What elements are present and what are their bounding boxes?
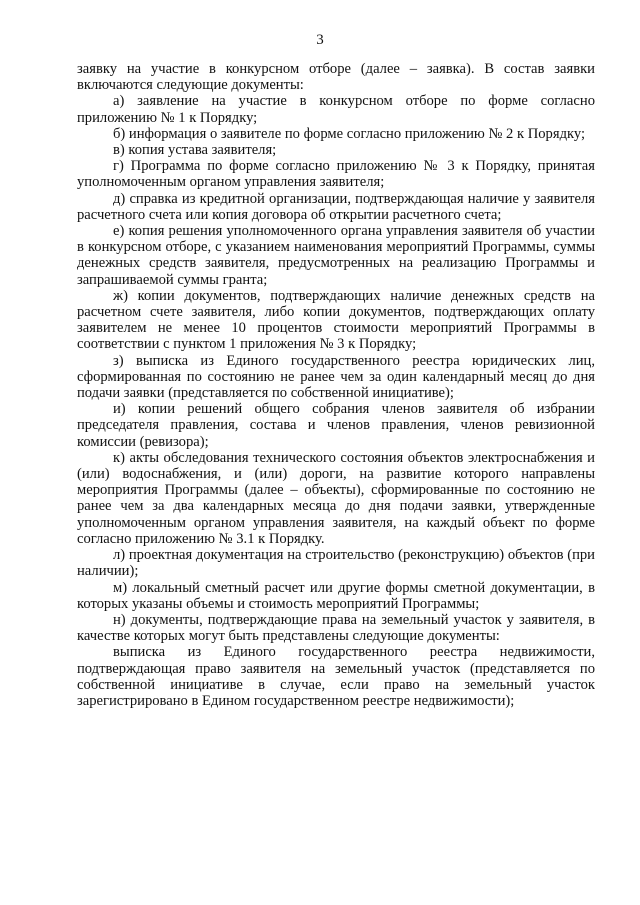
paragraph-item-i: и) копии решений общего собрания членов заявителя об избрании председателя правления, состава и членов правления, членов ревизионной комиссии (ревизора); [77,401,595,450]
paragraph-item-v: в) копия устава заявителя; [113,142,277,159]
paragraph-intro: заявку на участие в конкурсном отборе (далее – заявка). В состав заявки включаются следующие документы: [77,61,595,94]
paragraph-item-k: к) акты обследования технического состояния объектов электроснабжения и (или) водоснабжения, и (или) дороги, на развитие которого направлены мероприятия Программы (далее – объекты), сформированные по состоянию не ранее чем за два календарных месяца до дня подачи заявки, утвержденные уполномоченным органом управления заявителя, на каждый объект по форме согласно приложению № 3.1 к Порядку. [77,449,595,547]
paragraph-item-d: д) справка из кредитной организации, подтверждающая наличие у заявителя расчетного счета или копия договора об открытии расчетного счета; [77,190,595,223]
paragraph-item-l: л) проектная документация на строительство (реконструкцию) объектов (при наличии); [77,547,595,580]
page-number: 3 [316,32,324,48]
paragraph-item-g: г) Программа по форме согласно приложению № 3 к Порядку, принятая уполномоченным органом управления заявителя; [77,158,595,191]
paragraph-item-m: м) локальный сметный расчет или другие формы сметной документации, в которых указаны объемы и стоимость мероприятий Программы; [77,579,595,612]
paragraph-extract: выписка из Единого государственного реестра недвижимости, подтверждающая право заявителя на земельный участок (представляется по собственной инициативе в случае, если право на земельный участок зарегистрировано в Едином государственном реестре недвижимости); [77,644,595,709]
paragraph-item-z: з) выписка из Единого государственного реестра юридических лиц, сформированная по состоянию не ранее чем за один календарный месяц до дня подачи заявки (представляется по собственной инициативе); [77,352,595,402]
document-body [77,61,595,709]
paragraph-item-zh: ж) копии документов, подтверждающих наличие денежных средств на расчетном счете заявителя, либо копии документов, подтверждающих оплату заявителем не менее 10 процентов стоимости мероприятий Программы в соответствии с пунктом 1 приложения № 3 к Порядку; [77,287,595,353]
paragraph-item-b: б) информация о заявителе по форме согласно приложению № 2 к Порядку; [113,125,586,142]
paragraph-item-n: н) документы, подтверждающие права на земельный участок у заявителя, в качестве которых могут быть представлены следующие документы: [77,611,595,645]
paragraph-item-a: а) заявление на участие в конкурсном отборе по форме согласно приложению № 1 к Порядку; [77,93,595,126]
paragraph-item-e: е) копия решения уполномоченного органа управления заявителя об участии в конкурсном отборе, с указанием наименования мероприятий Программы, суммы денежных средств заявителя, предусмотренных на реализацию Программы и запрашиваемой суммы гранта; [77,223,595,288]
